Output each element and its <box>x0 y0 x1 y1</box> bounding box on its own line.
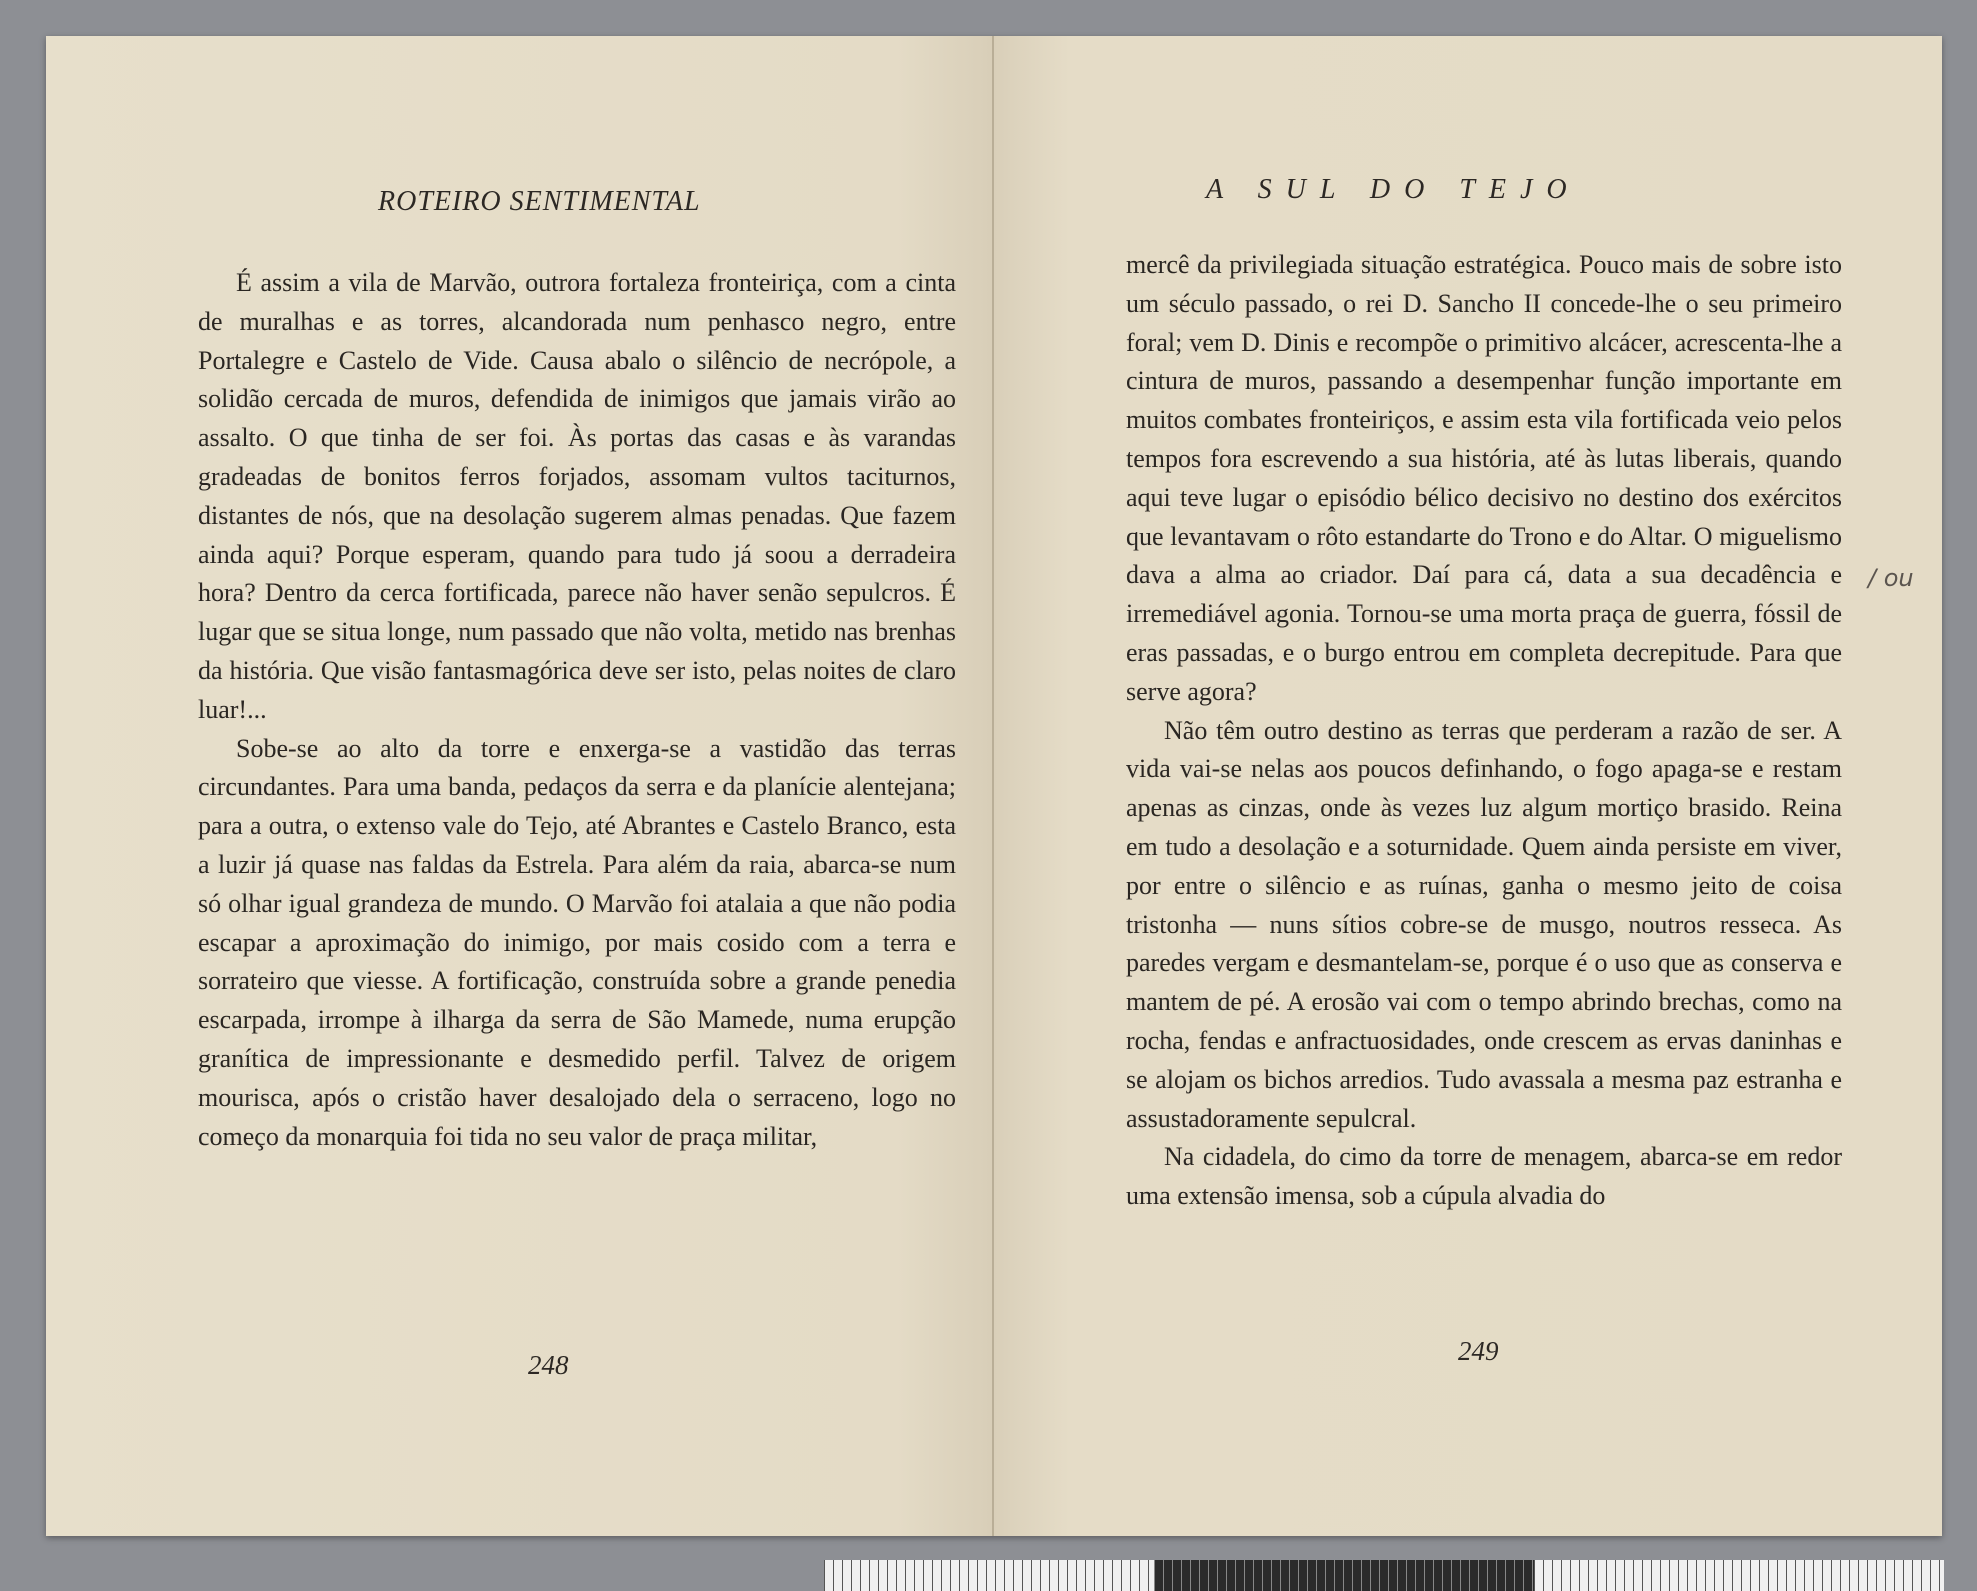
paragraph: É assim a vila de Marvão, outrora fortaleza fronteiriça, com a cinta de muralhas e as torres, alcandorada num penhasco negro, entre Portalegre e Castelo de Vide. Causa abalo o silêncio de necrópole, a solidão cercada de muros, defendida de inimigos que jamais virão ao assalto. O que tinha de ser foi. Às portas das casas e às varandas gradeadas de bonitos ferros forjados, assomam vultos taciturnos, distantes de nós, que na desolação sugerem almas penadas. Que fazem ainda aqui? Porque esperam, quando para tudo já soou a derradeira hora? Dentro da cerca fortificada, parece não haver senão sepulcros. É lugar que se situa longe, num passado que não volta, metido nas brenhas da história. Que visão fantasmagórica deve ser isto, pelas noites de claro luar!... <box>198 268 956 724</box>
scale-ruler <box>824 1560 1944 1591</box>
paragraph: Sobe-se ao alto da torre e enxerga-se a vastidão das terras circundantes. Para uma banda, pedaços da serra e da planície alentejana; para a outra, o extenso vale do Tejo, até Abrantes e Castelo Branco, esta a luzir já quase nas faldas da Estrela. Para além da raia, abarca-se num só olhar igual grandeza de mundo. O Marvão foi atalaia a que não podia escapar a aproximação do inimigo, por mais cosido com a terra e sorrateiro que viesse. A fortificação, construída sobre a grande penedia escarpada, irrompe à ilharga da serra de São Mamede, numa erupção granítica de impressionante e desmedido perfil. Talvez de origem mourisca, após o cristão haver desalojado dela o serraceno, logo no começo da monarquia foi tida no seu valor de praça militar, <box>198 733 956 1151</box>
handwritten-margin-note: / ou <box>1868 564 1914 592</box>
left-running-head: ROTEIRO SENTIMENTAL <box>378 186 701 217</box>
paragraph: mercê da privilegiada situação estratégica. Pouco mais de sobre isto um século passado, o rei D. Sancho II concede-lhe o seu primeiro foral; vem D. Dinis e recompõe o primitivo alcácer, acrescenta-lhe a cintura de muros, passando a desempenhar função importante em muitos combates fronteiriços, e assim esta vila fortificada veio pelos tempos fora escrevendo a sua história, até às lutas liberais, quando aqui teve lugar o episódio bélico decisivo no destino dos exércitos que levantavam o rôto estandarte do Trono e do Altar. O miguelismo dava a alma ao criador. Daí para cá, data a sua decadência e irremediável agonia. Tornou-se uma morta praça de guerra, fóssil de eras passadas, e o burgo entrou em completa decrepitude. Para que serve agora? <box>1126 250 1842 706</box>
right-page <box>994 36 1942 1536</box>
right-page-number: 249 <box>1458 1336 1499 1366</box>
paragraph: Não têm outro destino as terras que perderam a razão de ser. A vida vai-se nelas aos poucos definhando, o fogo apaga-se e restam apenas as cinzas, onde às vezes luz algum mortiço brasido. Reina em tudo a desolação e a soturnidade. Quem ainda persiste em viver, por entre o silêncio e as ruínas, ganha o mesmo jeito de coisa tristonha — nuns sítios cobre-se de musgo, noutros resseca. As paredes vergam e desmantelam-se, porque é o uso que as conserva e mantem de pé. A erosão vai com o tempo abrindo brechas, como na rocha, fendas e anfractuosidades, onde crescem as ervas daninhas e se alojam os bichos arredios. Tudo avassala a mesma paz estranha e assustadoramente sepulcral. <box>1126 715 1842 1133</box>
right-running-head: A SUL DO TEJO <box>1206 174 1581 205</box>
ruler-light-segment <box>824 1560 1154 1591</box>
ruler-dark-segment <box>1154 1560 1534 1591</box>
right-text-block <box>1126 246 1842 1216</box>
left-text-block <box>198 264 956 1156</box>
left-page-number: 248 <box>528 1350 569 1380</box>
open-book <box>46 36 1942 1536</box>
left-page <box>46 36 992 1536</box>
paragraph: Na cidadela, do cimo da torre de menagem, abarca-se em redor uma extensão imensa, sob a cúpula alvadia do <box>1126 1142 1842 1211</box>
ruler-light-segment <box>1534 1560 1944 1591</box>
